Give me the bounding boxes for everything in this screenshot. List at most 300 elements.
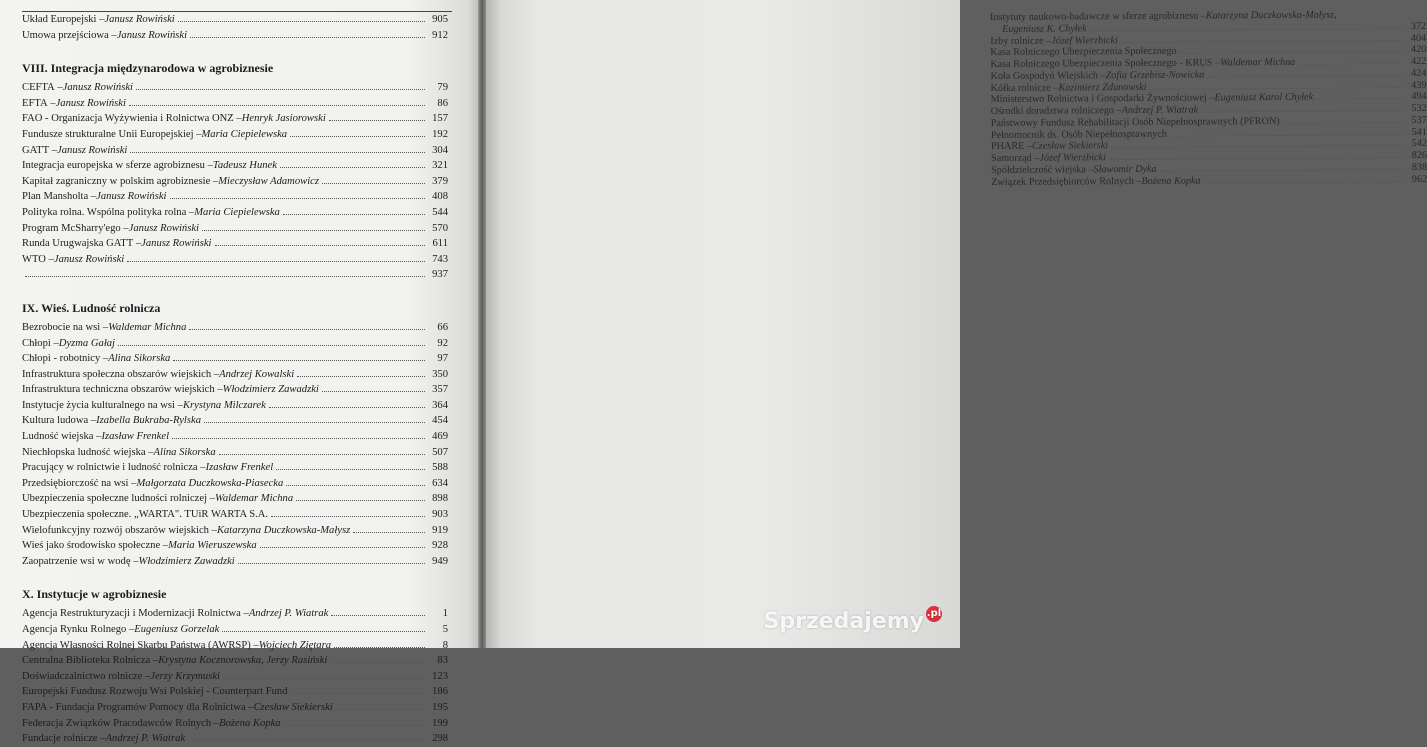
entry-author: Bożena Kopka	[219, 717, 281, 729]
dot-leader	[170, 197, 425, 199]
toc-entry	[22, 205, 448, 221]
dot-leader	[1170, 133, 1404, 137]
dot-leader	[190, 36, 425, 38]
entry-dash: –	[108, 29, 117, 41]
entry-dash: –	[93, 431, 102, 443]
dot-leader	[297, 375, 425, 377]
entry-dash: –	[193, 128, 202, 140]
entry-title: Ministerstwo Rolnictwa i Gospodarki Żywnościowej	[990, 92, 1207, 106]
entry-page-number: 8	[442, 639, 448, 651]
entry-page-number: 743	[432, 253, 448, 265]
entry-author: Izasław Frenkel	[205, 462, 274, 474]
toc-entry	[22, 429, 448, 445]
entry-author: Alina Sikorska	[108, 353, 171, 365]
entry-page-number: 898	[432, 493, 448, 505]
entry-author: Izasław Frenkel	[101, 431, 170, 443]
dot-leader	[276, 468, 425, 470]
entry-dash: –	[1024, 140, 1033, 153]
entry-dash: –	[240, 608, 249, 620]
toc-entry	[22, 96, 448, 112]
entry-dash: –	[100, 321, 109, 333]
entry-author: Janusz Rowiński	[128, 222, 199, 234]
entry-title: Pracujący w rolnictwie i ludność rolnicza	[22, 462, 198, 474]
entry-title: Ubezpieczenia społeczne. „WARTA". TUiR WARTA S.A.	[22, 509, 269, 521]
dot-leader	[25, 275, 425, 277]
entry-author: Eugeniusz K. Chyłek	[1002, 23, 1087, 35]
entry-author: Katarzyna Duczkowska-Małysz	[216, 524, 351, 536]
dot-leader	[296, 499, 425, 501]
entry-page-number: 192	[432, 128, 448, 140]
entry-title: Koła Gospodyń Wiejskich	[990, 69, 1098, 82]
entry-author: Andrzej Kowalski	[219, 368, 295, 380]
entry-title: GATT	[22, 144, 50, 156]
dot-leader	[1316, 97, 1404, 100]
dot-leader	[223, 677, 425, 679]
entry-title: Niechłopska ludność wiejska	[22, 446, 146, 458]
entry-dash: –	[210, 175, 219, 187]
entry-dash: –	[197, 462, 206, 474]
entry-author: Włodzimierz Zawadzki	[222, 384, 319, 396]
left-page	[0, 0, 482, 745]
entry-dash: –	[1085, 164, 1094, 176]
dot-leader	[172, 437, 425, 439]
dot-leader	[1283, 121, 1404, 124]
dot-leader	[219, 453, 425, 455]
dot-leader	[173, 359, 425, 361]
toc-entry	[22, 367, 448, 383]
entry-dash: –	[1050, 82, 1059, 94]
entry-page-number: 439	[1411, 79, 1427, 91]
entry-title: PHARE	[990, 141, 1025, 153]
entry-page-number: 507	[432, 446, 448, 458]
entry-author: Tadeusz Hunek	[212, 160, 277, 172]
entry-author: Józef Wierzbicki	[1051, 34, 1118, 47]
right-page	[482, 0, 1427, 648]
dot-leader	[215, 244, 425, 246]
dot-leader	[260, 546, 425, 548]
entry-title: Kapitał zagraniczny w polskim agrobiznesie	[22, 175, 211, 187]
entry-title: Europejski Fundusz Rozwoju Wsi Polskiej - Counterpart Fund	[22, 686, 288, 698]
entry-page-number: 634	[432, 477, 448, 489]
toc-entry	[22, 716, 448, 732]
watermark-badge: .pl	[926, 606, 942, 622]
entry-page-number: 92	[437, 337, 448, 349]
toc-entry	[22, 622, 448, 638]
entry-author: Mieczysław Adamowicz	[218, 175, 319, 187]
entry-author: Dyzma Gałaj	[58, 337, 115, 349]
section-gap	[22, 569, 448, 579]
entry-author: Janusz Rowiński	[55, 97, 126, 109]
entry-author: Sławomir Dyka	[1093, 163, 1157, 176]
dot-leader	[290, 135, 425, 137]
entry-title: Runda Urugwajska GATT	[22, 238, 134, 250]
entry-dash: –	[208, 524, 217, 536]
toc-entry	[22, 476, 448, 492]
dot-leader	[284, 724, 425, 726]
entry-dash: –	[45, 253, 54, 265]
toc-entry	[991, 173, 1427, 188]
dot-leader	[118, 344, 425, 346]
entry-title: Zaopatrzenie wsi w wodę	[22, 555, 131, 567]
entry-dash: –	[160, 540, 169, 552]
entry-page-number: 199	[432, 717, 448, 729]
entry-dash: –	[47, 97, 56, 109]
dot-leader	[127, 260, 425, 262]
dot-leader	[238, 562, 425, 564]
entry-page-number: 919	[432, 524, 448, 536]
dot-leader	[136, 88, 425, 90]
toc-entry	[22, 638, 448, 654]
dot-leader	[1298, 62, 1403, 65]
entry-dash: –	[233, 113, 242, 125]
entry-page-number: 66	[437, 321, 448, 333]
entry-title: Kasa Rolniczego Ubezpieczenia Społecznego - KRUS	[990, 57, 1213, 70]
entry-dash: –	[1133, 175, 1142, 187]
toc-entry	[22, 12, 448, 28]
entry-title: Fundusze strukturalne Unii Europejskiej	[22, 128, 194, 140]
toc-entry	[22, 554, 448, 570]
toc-entry	[22, 669, 448, 685]
entry-page-number: 903	[432, 509, 448, 521]
entry-dash: –	[1198, 10, 1206, 22]
entry-page-number: 937	[432, 269, 448, 281]
entry-author: Kazimierz Zdunowski	[1058, 81, 1147, 94]
entry-title: Ludność wiejska	[22, 431, 94, 443]
dot-leader	[322, 182, 425, 184]
entry-title: Umowa przejściowa	[22, 29, 109, 41]
entry-page-number: 611	[432, 238, 448, 250]
toc-entry	[22, 320, 448, 336]
dot-leader	[204, 421, 425, 423]
watermark-logo	[764, 609, 943, 634]
entry-page-number: 186	[432, 686, 448, 698]
entry-author: Maria Ciepielewska	[201, 128, 288, 140]
entry-dash: –	[186, 206, 195, 218]
entry-dash: –	[96, 14, 105, 25]
entry-title: Przedsiębiorczość na wsi	[22, 477, 129, 489]
toc-entry	[22, 413, 448, 429]
dot-leader	[1121, 39, 1403, 43]
entry-dash: –	[214, 384, 223, 396]
entry-title: Wieś jako środowisko społeczne	[22, 540, 161, 552]
entry-title: EFTA	[22, 97, 48, 109]
entry-author: Eugeniusz Gorzelak	[134, 624, 220, 635]
entry-page-number: 544	[432, 206, 448, 218]
entry-title: Związek Przedsiębiorców Rolnych	[991, 175, 1134, 188]
entry-dash: –	[207, 493, 215, 505]
entry-dash: –	[1212, 57, 1221, 69]
entry-author: Janusz Rowiński	[62, 82, 133, 94]
entry-title: Bezrobocie na wsi	[22, 321, 101, 333]
toc-entry	[22, 174, 448, 190]
entry-author: Janusz Rowiński	[57, 144, 128, 156]
left-toc-column	[22, 12, 448, 747]
dot-leader	[202, 229, 425, 231]
entry-author: Czesław Siekierski	[253, 701, 333, 713]
section-heading: X. Instytucje w agrobiznesie	[22, 587, 167, 602]
entry-page-number: 537	[1411, 114, 1427, 126]
entry-author: Andrzej P. Wiatrak	[105, 733, 186, 745]
entry-title: Ubezpieczenia społeczne ludności rolniczej	[22, 493, 208, 505]
toc-entry	[22, 252, 448, 268]
entry-dash: –	[88, 191, 97, 203]
entry-dash: –	[88, 415, 97, 427]
entry-page-number: 304	[432, 144, 448, 156]
toc-entry	[22, 538, 448, 554]
entry-title: Kółka rolnicze	[990, 82, 1051, 94]
entry-author: Bożena Kopka	[1141, 175, 1201, 187]
dot-leader	[1207, 74, 1403, 77]
dot-leader	[291, 692, 425, 694]
entry-page-number: 962	[1411, 173, 1427, 185]
toc-entry	[22, 491, 448, 507]
entry-dash: –	[142, 670, 151, 682]
dot-leader	[130, 151, 425, 153]
entry-page-number: 408	[432, 191, 448, 203]
entry-author: Maria Ciepielewska	[194, 206, 280, 218]
entry-title: FAPA - Fundacja Programów Pomocy dla Rolnictwa	[22, 701, 246, 713]
entry-author: Andrzej P. Wiatrak	[1121, 104, 1199, 117]
dot-leader	[330, 661, 425, 663]
dot-leader	[269, 406, 425, 408]
entry-page-number: 542	[1411, 138, 1427, 150]
entry-title: Wielofunkcyjny rozwój obszarów wiejskich	[22, 524, 209, 536]
entry-page-number: 949	[432, 555, 448, 567]
dot-leader	[280, 166, 425, 168]
entry-page-number: 404	[1410, 32, 1427, 44]
entry-dash: –	[128, 477, 137, 489]
toc-entry	[22, 158, 448, 174]
dot-leader	[329, 119, 425, 121]
entry-author: Krystyna Milczarek	[182, 399, 266, 411]
toc-entry	[22, 236, 448, 252]
entry-title: Układ Europejski	[22, 14, 97, 25]
entry-dash: –	[54, 82, 63, 94]
dot-leader	[222, 630, 425, 632]
dot-leader	[1109, 156, 1404, 160]
dot-leader	[283, 213, 425, 215]
dot-leader	[322, 390, 425, 392]
dot-leader	[286, 484, 425, 486]
entry-page-number: 541	[1411, 126, 1427, 138]
entry-author: Krystyna Kocznorowska, Jerzy Rasiński	[158, 655, 328, 667]
entry-page-number: 826	[1411, 149, 1427, 162]
toc-entry	[22, 653, 448, 669]
entry-title: Program McSharry'ego	[22, 222, 121, 234]
entry-author: Janusz Rowiński	[116, 29, 188, 41]
entry-page-number: 532	[1411, 102, 1427, 115]
entry-author: Jerzy Krzymuski	[150, 670, 220, 682]
entry-page-number: 321	[432, 160, 448, 172]
entry-page-number: 379	[432, 175, 448, 187]
entry-author: Maria Wieruszewska	[168, 540, 257, 552]
toc-entry	[22, 731, 448, 747]
section-heading: IX. Wieś. Ludność rolnicza	[22, 300, 161, 315]
toc-entry	[22, 221, 448, 237]
entry-page-number: 570	[432, 222, 448, 234]
entry-title: Ośrodki doradztwa rolniczego	[990, 105, 1115, 117]
entry-title: Infrastruktura techniczna obszarów wiejskich	[22, 384, 215, 396]
dot-leader	[353, 531, 425, 533]
entry-dash: –	[49, 144, 58, 156]
entry-title: Samorząd	[990, 152, 1032, 164]
section-gap	[22, 283, 448, 293]
entry-page-number: 420	[1410, 44, 1427, 56]
section-heading: VIII. Integracja międzynarodowa w agrobiznesie	[22, 61, 274, 76]
entry-page-number: 79	[437, 82, 448, 94]
entry-page-number: 912	[432, 29, 448, 41]
dot-leader	[1204, 180, 1405, 183]
entry-page-number: 5	[442, 624, 448, 635]
dot-leader	[336, 708, 425, 710]
entry-page-number: 422	[1411, 55, 1427, 68]
entry-page-number: 469	[432, 431, 448, 443]
dot-leader	[129, 104, 425, 106]
entry-author: Eugeniusz Karol Chyłek	[1214, 91, 1314, 104]
entry-author: Janusz Rowiński	[53, 253, 125, 265]
entry-dash: –	[250, 639, 259, 651]
entry-title: Fundacje rolnicze	[22, 733, 98, 745]
entry-title: Doświadczalnictwo rolnicze	[22, 670, 143, 682]
entry-dash: –	[145, 446, 154, 458]
entry-author: Waldemar Michna	[108, 321, 187, 333]
toc-entry	[22, 80, 448, 96]
toc-entry	[22, 382, 448, 398]
entry-page-number: 298	[432, 733, 448, 745]
toc-entry	[22, 189, 448, 205]
entry-dash: –	[150, 655, 159, 667]
entry-title: CEFTA	[22, 82, 55, 94]
dot-leader	[189, 328, 425, 330]
toc-entry	[22, 28, 448, 44]
dot-leader	[178, 20, 425, 22]
entry-title: Agencja Restrukturyzacji i Modernizacji Rolnictwa	[22, 608, 241, 620]
entry-page-number: 123	[432, 670, 448, 682]
entry-page-number: 588	[432, 462, 448, 474]
entry-title: Państwowy Fundusz Rehabilitacji Osób Niepełnosprawnych (PFRON)	[990, 115, 1280, 129]
section-gap	[22, 43, 448, 53]
entry-dash: –	[211, 368, 220, 380]
toc-entry	[22, 507, 448, 523]
entry-title: Centralna Biblioteka Rolnicza	[22, 655, 151, 667]
entry-dash: –	[174, 399, 183, 411]
entry-page-number: 454	[432, 415, 448, 427]
entry-dash: –	[204, 160, 213, 172]
entry-author: Józef Wierzbicki	[1039, 152, 1106, 164]
entry-title: Chłopi - robotnicy	[22, 353, 101, 365]
toc-entry	[22, 351, 448, 367]
entry-page-number: 494	[1411, 91, 1427, 103]
entry-author: Alina Sikorska	[153, 446, 216, 458]
entry-author: Zofia Grzebisz-Nowicka	[1105, 69, 1205, 81]
toc-entry	[22, 460, 448, 476]
entry-dash: –	[120, 222, 129, 234]
entry-author: Izabella Bukraba-Rylska	[96, 415, 201, 427]
entry-title: Kultura ludowa	[22, 415, 89, 427]
entry-page-number: 905	[432, 14, 448, 25]
dot-leader	[334, 646, 425, 648]
entry-author: Włodzimierz Zawadzki	[138, 555, 235, 567]
entry-page-number: 83	[437, 655, 448, 667]
toc-entry	[22, 523, 448, 539]
entry-dash: –	[1097, 69, 1106, 81]
entry-title: Polityka rolna. Wspólna polityka rolna	[22, 206, 187, 218]
toc-entry	[22, 336, 448, 352]
dot-leader	[271, 515, 425, 517]
entry-author: Janusz Rowiński	[104, 14, 175, 25]
entry-dash: –	[126, 624, 135, 635]
entry-author: Henryk Jasiorowski	[241, 113, 326, 125]
toc-entry	[22, 606, 448, 622]
dot-leader	[1201, 109, 1404, 112]
entry-title: Integracja europejska w sferze agrobiznesu	[22, 160, 205, 172]
entry-title: Federacja Związków Pracodawców Rolnych	[22, 717, 212, 729]
entry-author: Janusz Rowiński	[96, 191, 167, 203]
entry-dash: –	[245, 701, 254, 713]
entry-page-number: 157	[432, 113, 448, 125]
entry-dash: –	[50, 337, 59, 349]
entry-author: Janusz Rowiński	[141, 238, 212, 250]
entry-dash: –	[100, 353, 109, 365]
entry-author: Wojciech Ziętara	[258, 639, 331, 651]
entry-author: Waldemar Michna	[1220, 56, 1296, 69]
entry-title: FAO - Organizacja Wyżywienia i Rolnictwa ONZ	[22, 113, 234, 125]
toc-entry	[22, 267, 448, 283]
toc-entry	[22, 111, 448, 127]
dot-leader	[1160, 168, 1404, 172]
entry-title: Pełnomocnik ds. Osób Niepełnosprawnych	[990, 128, 1167, 141]
entry-author: Czesław Siekierski	[1031, 140, 1109, 152]
entry-title: Instytucje życia kulturalnego na wsi	[22, 399, 175, 411]
entry-page-number: 86	[437, 97, 448, 109]
toc-entry	[22, 445, 448, 461]
entry-page-number: 372	[1410, 20, 1427, 32]
entry-page-number: 357	[432, 384, 448, 396]
entry-title: Plan Mansholta	[22, 191, 89, 203]
entry-dash: –	[1206, 92, 1215, 104]
dot-leader	[188, 739, 425, 741]
entry-title: Izby rolnicze	[990, 35, 1044, 47]
entry-title: Chłopi	[22, 337, 51, 349]
toc-entry	[22, 127, 448, 143]
entry-dash: –	[133, 238, 142, 250]
dot-leader	[1149, 86, 1403, 90]
entry-author: Małgorzata Duczkowska-Piasecka	[136, 477, 284, 489]
entry-author: Katarzyna Duczkowska-Małysz,	[1205, 9, 1337, 22]
toc-entry	[22, 684, 448, 700]
entry-title: Kasa Rolniczego Ubezpieczenia Społecznego	[990, 45, 1177, 59]
entry-dash: –	[97, 733, 106, 745]
toc-entry	[22, 398, 448, 414]
entry-page-number: 97	[437, 353, 448, 365]
toc-entry	[22, 143, 448, 159]
entry-dash: –	[211, 717, 220, 729]
entry-title: Instytuty naukowo-badawcze w sferze agrobiznesu	[990, 10, 1199, 23]
entry-page-number: 424	[1411, 67, 1427, 79]
watermark-brand: Sprzedajemy	[763, 609, 924, 634]
dot-leader	[1180, 50, 1404, 54]
book-gutter	[478, 0, 486, 648]
entry-author: Andrzej P. Wiatrak	[248, 608, 329, 620]
toc-entry	[22, 700, 448, 716]
dot-leader	[331, 614, 425, 616]
entry-page-number: 195	[432, 701, 448, 713]
dot-leader	[1090, 27, 1403, 31]
right-toc-column	[990, 9, 1427, 188]
entry-dash: –	[1031, 152, 1040, 164]
entry-dash: –	[1043, 35, 1052, 47]
entry-title: Infrastruktura społeczna obszarów wiejskich	[22, 368, 212, 380]
